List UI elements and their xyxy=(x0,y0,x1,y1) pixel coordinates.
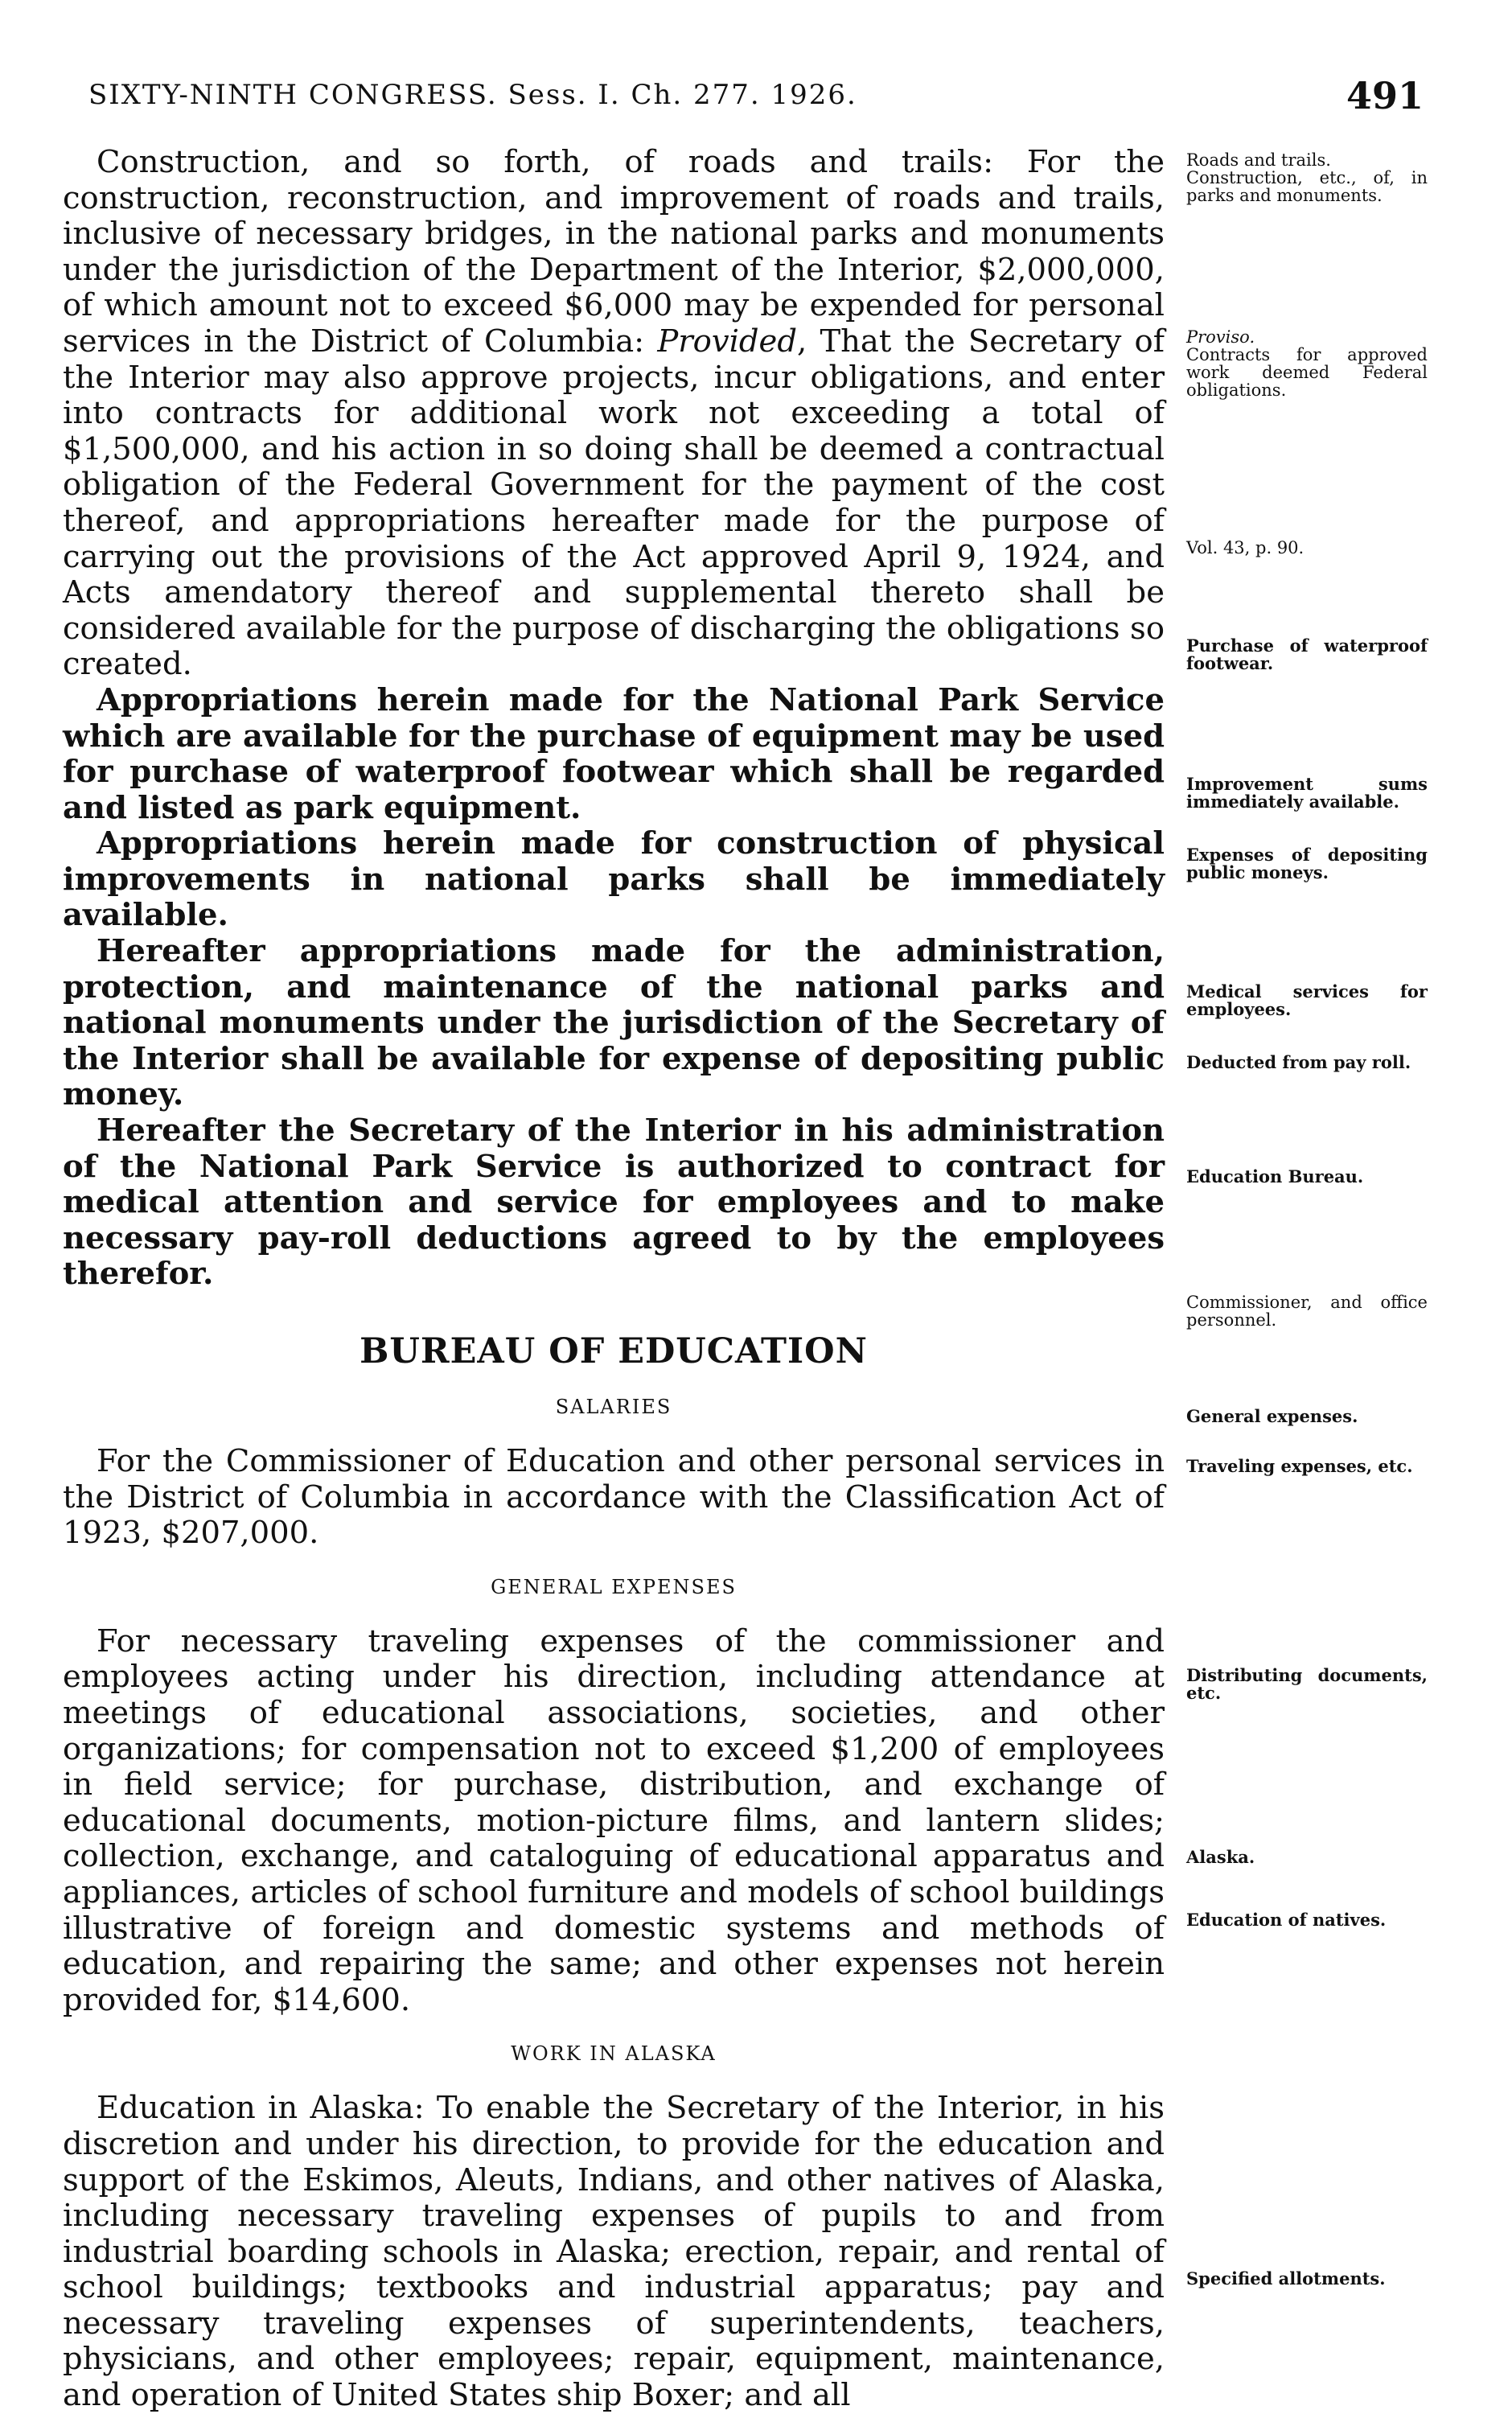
heading-salaries: SALARIES xyxy=(555,1396,672,1418)
paragraph-medical-services: Hereafter the Secretary of the Interior in his administration of the National Park Service is authorized to contract for medical attention and service for employees and to make necessary pay-roll deductions agreed to by the employees therefor. xyxy=(63,1112,1165,1293)
margin-note-distributing: Distributing documents, etc. xyxy=(1186,1665,1428,1703)
margin-note-proviso xyxy=(1186,328,1428,346)
margin-note-commissioner: Commissioner, and office personnel. xyxy=(1186,1293,1428,1330)
margin-note-traveling: Traveling expenses, etc. xyxy=(1186,1456,1413,1476)
provided-italic: Provided xyxy=(657,323,797,360)
proviso-italic: Proviso. xyxy=(1186,327,1255,347)
running-head-text: SIXTY-NINTH CONGRESS. Sess. I. Ch. 277. 1926. xyxy=(88,79,857,111)
paragraph-commissioner: For the Commissioner of Education and other personal services in the District of Columbia in accordance with the Classification Act of 1923, $207,000. xyxy=(63,1443,1165,1552)
margin-note-alaska: Alaska. xyxy=(1186,1847,1255,1867)
margin-note-general-expenses: General expenses. xyxy=(1186,1406,1358,1426)
margin-note-payroll: Deducted from pay roll. xyxy=(1186,1052,1411,1072)
margin-note-medical: Medical services for employees. xyxy=(1186,981,1428,1019)
margin-notes-column xyxy=(1186,0,1428,2335)
paragraph-depositing-money: Hereafter appropriations made for the administration, protection, and maintenance of the national parks and national monuments under the jurisdiction of the Secretary of the Interior shall be available for expense of depositing public money. xyxy=(63,933,1165,1113)
heading-work-in-alaska: WORK IN ALASKA xyxy=(511,2042,717,2066)
heading-bureau-of-education: BUREAU OF EDUCATION xyxy=(360,1331,868,1371)
p1-lead-text: Construction, and so forth, of roads and trails: For the construction, reconstruction, and improvement of roads and trails, inclusive of necessary bridges, in the national parks and monuments under the jurisdiction of the Department of the Interior, $2,000,000, of which amount not to exceed $6,000 may be expended for personal services in the District of Columbia: xyxy=(63,144,1165,360)
p1-tail-text: , That the Secretary of the Interior may also approve projects, incur obligations, and enter into contracts for additional work not exceeding a total of $1,500,000, and his action in so doing shall be deemed a contractual obligation of the Federal Government for the payment of the cost thereof, and appropriations hereafter made for the purpose of carrying out the provisions of the Act approved April 9, 1924, and Acts amendatory thereof and supplemental thereto shall be considered available for the purpose of discharging the obligations so created. xyxy=(63,323,1165,683)
margin-note-improvement: Improvement sums immediately available. xyxy=(1186,774,1428,812)
margin-note-specified: Specified allotments. xyxy=(1186,2268,1386,2289)
margin-note-volume-ref: Vol. 43, p. 90. xyxy=(1186,538,1305,557)
page-number: 491 xyxy=(1346,74,1424,117)
paragraph-waterproof-footwear: Appropriations herein made for the National Park Service which are available for the purchase of equipment may be used for purchase of waterproof footwear which shall be regarded and listed as park equipment. xyxy=(63,681,1165,826)
margin-note-contracts: Contracts for approved work deemed Federal obligations. xyxy=(1186,345,1428,400)
margin-note-footwear: Purchase of waterproof footwear. xyxy=(1186,635,1428,673)
margin-note-education-bureau: Education Bureau. xyxy=(1186,1166,1364,1186)
margin-note-construction: Construction, etc., of, in parks and monuments. xyxy=(1186,168,1428,205)
margin-note-natives: Education of natives. xyxy=(1186,1910,1387,1930)
paragraph-traveling-expenses: For necessary traveling expenses of the commissioner and employees acting under his direction, including attendance at meetings of educational associations, societies, and other organizations; for compensation not to exceed $1,200 of employees in field service; for purchase, distribution, and exchange of educational documents, motion-picture films, and lantern slides; collection, exchange, and cataloguing of educational apparatus and appliances, articles of school furniture and models of school buildings illustrative of foreign and domestic systems and methods of education, and repairing the same; and other expenses not herein provided for, $14,600. xyxy=(63,1622,1165,2018)
main-text-column xyxy=(63,145,1165,2414)
paragraph-physical-improvements: Appropriations herein made for construction of physical improvements in national parks shall be immediately available. xyxy=(63,825,1165,934)
paragraph-roads-and-trails xyxy=(63,145,1165,683)
margin-note-depositing: Expenses of depositing public moneys. xyxy=(1186,845,1428,882)
margin-note-roads: Roads and trails. xyxy=(1186,150,1331,170)
paragraph-education-in-alaska: Education in Alaska: To enable the Secretary of the Interior, in his discretion and under his direction, to provide for the education and support of the Eskimos, Aleuts, Indians, and other natives of Alaska, including necessary traveling expenses of pupils to and from industrial boarding schools in Alaska; erection, repair, and rental of school buildings; textbooks and industrial apparatus; pay and necessary traveling expenses of superintendents, teachers, physicians, and other employees; repair, equipment, maintenance, and operation of United States ship Boxer; and all xyxy=(63,2090,1165,2414)
heading-general-expenses: GENERAL EXPENSES xyxy=(491,1575,737,1598)
